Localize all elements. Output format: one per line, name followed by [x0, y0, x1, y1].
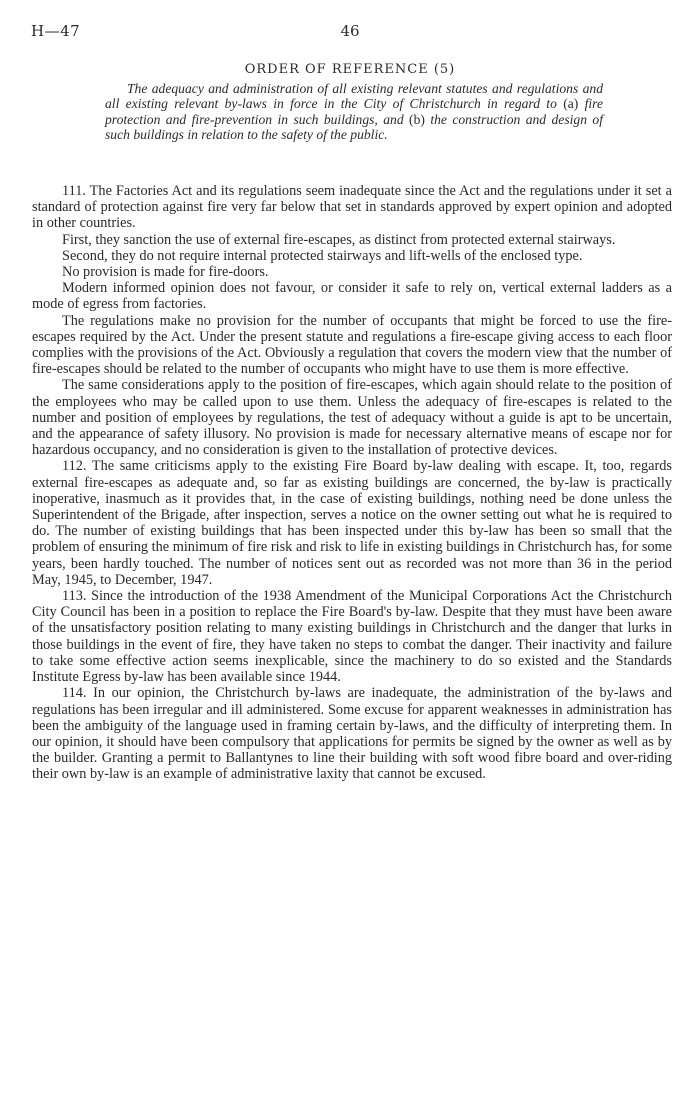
paragraph-second: Second, they do not require internal protected stairways and lift-wells of the enclosed type. — [62, 247, 583, 264]
paragraph-113: 113. Since the introduction of the 1938 Amendment of the Municipal Corporations Act the Christchurch City Council has been in a position to replace the Fire Board's by-law. Despite that they must have been aware of the unsatisfactory position relating to many existing buildings in Christchurch and the danger that lurks in those buildings in the event of fire, they have taken no steps to combat the danger. Their inactivity and failure to take some effective action seems inexplicable, since the machinery to do so existed and the Standards Institute Egress by-law has been available since 1944. — [32, 588, 672, 686]
paragraph-first: First, they sanction the use of external fire-escapes, as distinct from protected external stairways. — [62, 231, 616, 248]
section-title: ORDER OF REFERENCE (5) — [244, 62, 456, 77]
paragraph-position: The same considerations apply to the position of fire-escapes, which again should relate to the position of the employees who may be called upon to use them. Unless the adequacy of fire-escapes is related to the number and position of employees by regulations, the test of adequacy without a guide is apt to be uncertain, and the appearance of safety illusory. No provision is made for necessary alternative means of escape nor for hazardous occupancy, and no consideration is given to the installation of protective devices. — [32, 377, 672, 459]
paragraph-external-ladders: Modern informed opinion does not favour, or consider it safe to rely on, vertical external ladders as a mode of egress from factories. — [32, 280, 672, 313]
report-reference: H—47 — [31, 22, 81, 40]
terms-of-reference — [105, 81, 603, 143]
terms-marker-b: (b) — [409, 111, 425, 127]
terms-marker-a: (a) — [563, 96, 579, 112]
page-number: 46 — [340, 22, 360, 40]
report-body — [32, 183, 672, 783]
terms-text-1: The adequacy and administration of all existing relevant statutes and regulations and all existing relevant by-laws in force in the City of Christchurch in regard to — [105, 81, 603, 112]
paragraph-fire-doors: No provision is made for fire-doors. — [62, 264, 269, 281]
terms-text-3: the construction and design of such buildings in relation to the safety of the public. — [105, 111, 603, 143]
paragraph-occupants: The regulations make no provision for the number of occupants that might be forced to use the fire-escapes required by the Act. Under the present statute and regulations a fire-escape giving access to each floor complies with the provisions of the Act. Obviously a regulation that covers the modern view that the number of fire-escapes should be related to the number of occupants who might have to use them is more effective. — [32, 312, 672, 378]
paragraph-114: 114. In our opinion, the Christchurch by-laws are inadequate, the administration of the by-laws and regulations has been irregular and ill administered. Some excuse for apparent weaknesses in administration has been the ambiguity of the language used in framing certain by-laws, and the difficulty of interpreting them. In our opinion, it should have been compulsory that applications for permits be signed by the owner as well as by the builder. Granting a permit to Ballantynes to line their building with soft wood fibre board and over-riding their own by-law is an example of administrative laxity that cannot be excused. — [32, 685, 672, 783]
paragraph-112: 112. The same criticisms apply to the existing Fire Board by-law dealing with escape. It, too, regards external fire-escapes as adequate and, so far as existing buildings are concerned, the by-law is practically inoperative, inasmuch as it provides that, in the case of existing buildings, nothing need be done unless the Superintendent of the Brigade, after inspection, serves a notice on the owner setting out what he is required to do. The number of existing buildings that has been inspected under this by-law has been so small that the problem of ensuring the minimum of fire risk and risk to life in existing buildings in Christchurch has, for some years, been hardly touched. The number of notices sent out as recorded was not more than 36 in the period May, 1945, to December, 1947. — [32, 458, 672, 588]
terms-text-2: fire protection and fire-prevention in such buildings, and — [105, 96, 603, 127]
paragraph-111: 111. The Factories Act and its regulations seem inadequate since the Act and the regulations under it set a standard of protection against fire very far below that set in standards approved by expert opinion and adopted in other countries. — [32, 183, 672, 232]
